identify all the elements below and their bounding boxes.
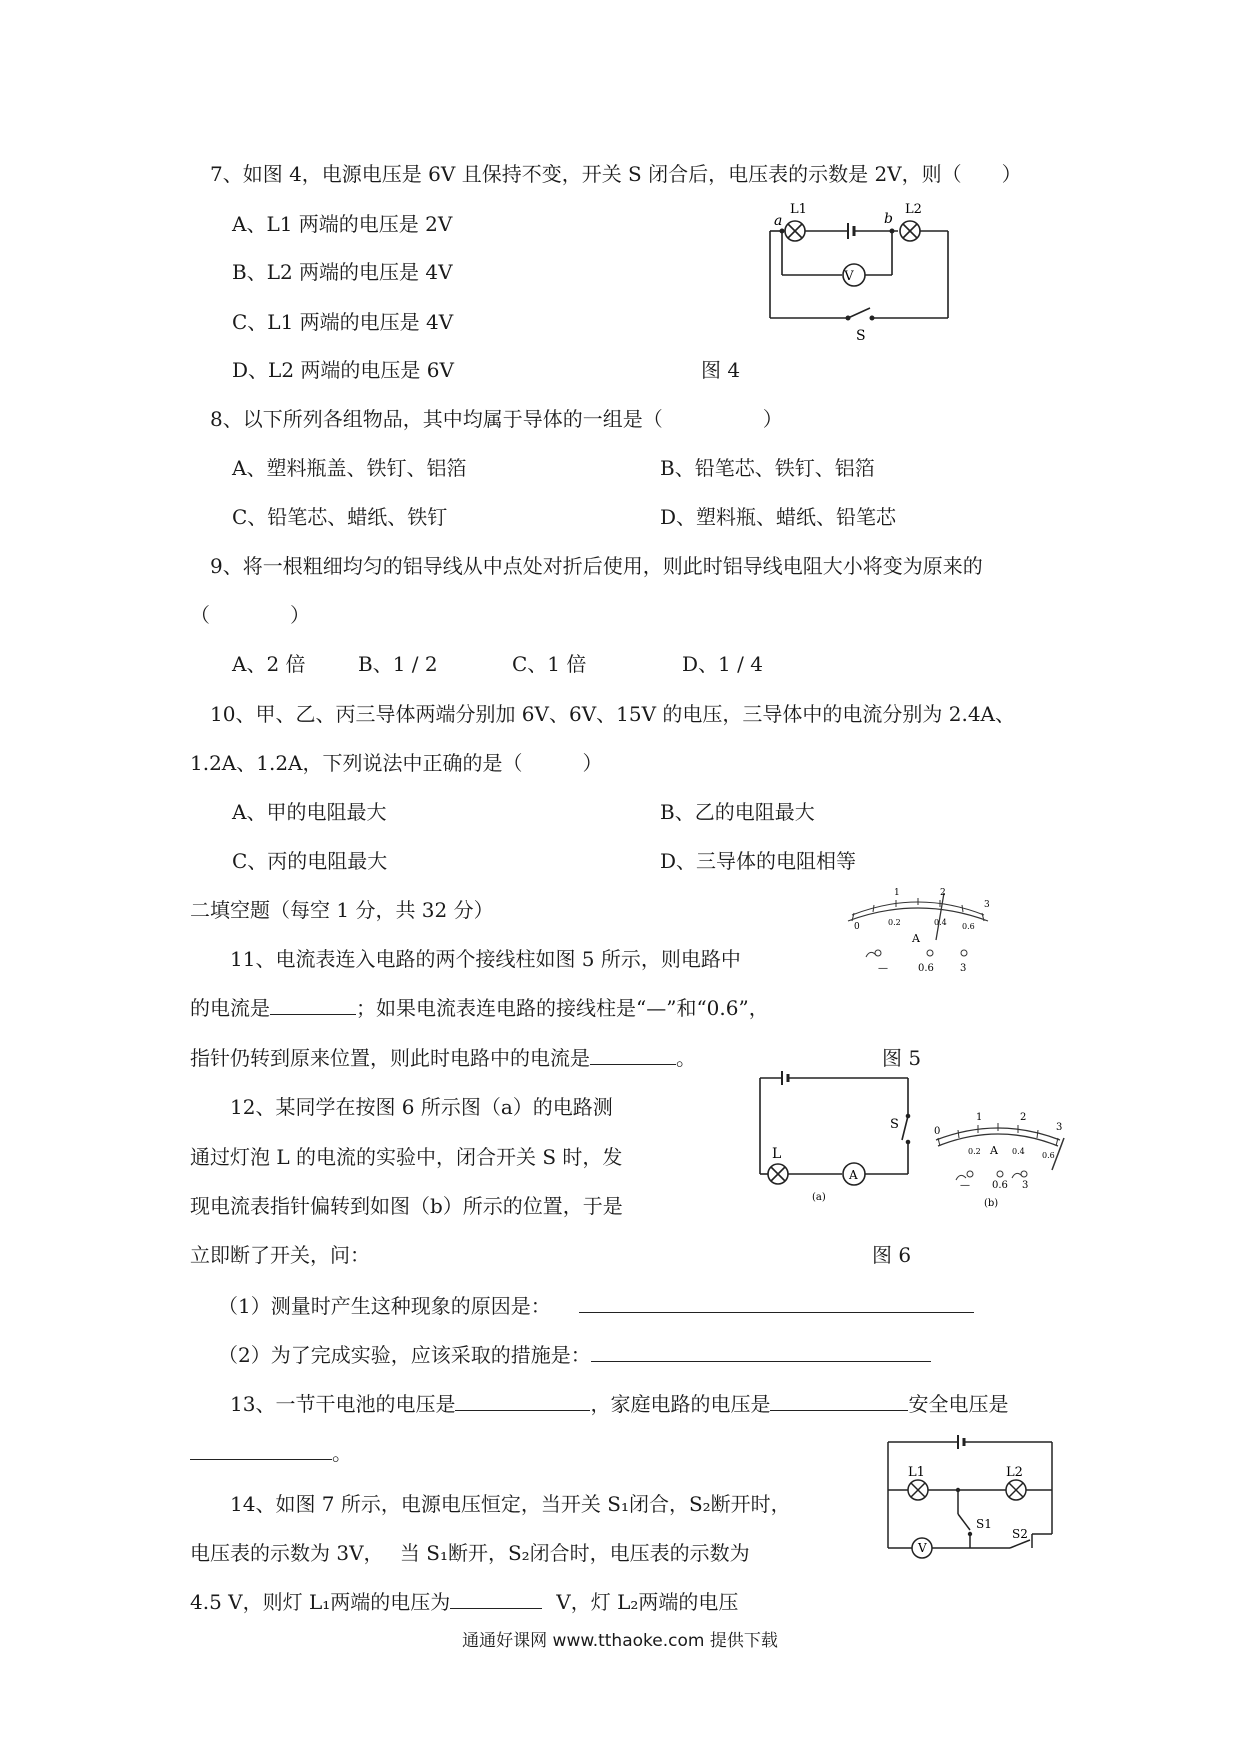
q11-blank-2[interactable]	[590, 1044, 676, 1065]
q11-line3	[190, 1044, 696, 1072]
scale-0-6: 0.6	[962, 922, 975, 931]
terminal-b-3: 3	[1022, 1180, 1029, 1191]
switch-s-label-6: S	[890, 1117, 899, 1132]
node-b-label: b	[884, 211, 893, 227]
voltmeter-label: V	[844, 269, 854, 284]
q13-text-3: 安全电压是	[908, 1392, 1009, 1416]
figure-5-ammeter	[838, 885, 998, 975]
q9-option-d: D、1 / 4	[682, 652, 763, 676]
switch-s1-label: S1	[976, 1517, 992, 1531]
q12-line1: 12、某同学在按图 6 所示图（a）的电路测	[230, 1095, 613, 1119]
switch-s-label: S	[856, 328, 866, 344]
q13-blank-2[interactable]	[770, 1390, 908, 1411]
q13-text-2: ，家庭电路的电压是	[590, 1392, 771, 1416]
figure-5-caption: 图 5	[882, 1046, 922, 1070]
scale-0-2: 0.2	[888, 918, 901, 927]
q12-sub2-text: （2）为了完成实验，应该采取的措施是：	[218, 1343, 591, 1367]
figure-4-circuit	[760, 195, 960, 345]
q14-text-a: 4.5 V，则灯 L₁两端的电压为	[190, 1590, 451, 1614]
terminal-b-0-6: 0.6	[992, 1180, 1008, 1191]
q8-stem: 8、以下所列各组物品，其中均属于导体的一组是（ ）	[210, 407, 783, 431]
scale-3: 3	[984, 900, 990, 910]
node-a-label: a	[774, 213, 783, 229]
scale-b-0: 0	[934, 1126, 941, 1137]
lamp-l2-7-label: L2	[1006, 1465, 1023, 1480]
scale-b-1: 1	[976, 1112, 983, 1123]
q10-stem-line2: 1.2A、1.2A，下列说法中正确的是（ ）	[190, 751, 603, 775]
q10-option-b: B、乙的电阻最大	[660, 800, 815, 824]
page-footer: 通通好课网 www.tthaoke.com 提供下载	[462, 1631, 778, 1651]
q11-blank-1[interactable]	[270, 994, 356, 1015]
q10-option-d: D、三导体的电阻相等	[660, 849, 857, 873]
q11-text-d: 。	[676, 1046, 696, 1070]
section-2-title: 二填空题（每空 1 分，共 32 分）	[190, 898, 494, 922]
terminal-0-6: 0.6	[918, 963, 934, 974]
q12-sub1	[218, 1292, 974, 1320]
lamp-l-label: L	[772, 1146, 782, 1162]
q14-line2: 电压表的示数为 3V， 当 S₁断开，S₂闭合时，电压表的示数为	[190, 1541, 750, 1565]
scale-b-2: 2	[1020, 1112, 1027, 1123]
q13-blank-1[interactable]	[455, 1390, 590, 1411]
terminal-minus: —	[878, 963, 888, 974]
scale-2: 2	[940, 888, 946, 898]
terminal-b-minus: —	[960, 1180, 970, 1191]
q9-option-a: A、2 倍	[232, 652, 306, 676]
q12-sub2	[218, 1341, 931, 1369]
q7-option-d: D、L2 两端的电压是 6V	[232, 358, 454, 382]
q7-option-a: A、L1 两端的电压是 2V	[232, 212, 453, 236]
figure-6a-circuit	[750, 1068, 920, 1208]
q13-line2	[190, 1439, 352, 1467]
scale-b-3: 3	[1056, 1122, 1063, 1133]
q11-line1: 11、电流表连入电路的两个接线柱如图 5 所示，则电路中	[230, 947, 741, 971]
q10-option-c: C、丙的电阻最大	[232, 849, 388, 873]
q14-text-b: V，灯 L₂两端的电压	[556, 1590, 739, 1614]
q14-line3	[190, 1588, 738, 1616]
q12-blank-1[interactable]	[579, 1292, 974, 1313]
ammeter-a-label: A	[849, 1168, 858, 1182]
q13-text-1: 13、一节干电池的电压是	[230, 1392, 456, 1416]
figure-6b-ammeter	[928, 1108, 1068, 1208]
scale-b-0-6: 0.6	[1042, 1151, 1055, 1160]
lamp-l2-label: L2	[905, 202, 922, 217]
scale-0: 0	[854, 922, 860, 932]
figure-6b-label: (b)	[984, 1198, 999, 1208]
q10-option-a: A、甲的电阻最大	[232, 800, 387, 824]
ammeter-unit: A	[912, 932, 920, 945]
figure-6-caption: 图 6	[872, 1243, 912, 1267]
lamp-l1-7-label: L1	[908, 1465, 925, 1480]
q11-text-a: 的电流是	[190, 996, 270, 1020]
q14-line1: 14、如图 7 所示，电源电压恒定，当开关 S₁闭合，S₂断开时，	[230, 1492, 791, 1516]
q9-stem-parenthesis: （ ）	[190, 603, 310, 627]
q8-option-a: A、塑料瓶盖、铁钉、铝箔	[232, 456, 467, 480]
terminal-3: 3	[960, 963, 967, 974]
q9-stem: 9、将一根粗细均匀的铝导线从中点处对折后使用，则此时铝导线电阻大小将变为原来的	[210, 554, 983, 578]
q12-line3: 现电流表指针偏转到如图（b）所示的位置，于是	[190, 1194, 623, 1218]
ammeter-b-unit: A	[990, 1144, 998, 1157]
scale-1: 1	[894, 888, 900, 898]
q7-option-b: B、L2 两端的电压是 4V	[232, 260, 453, 284]
q12-blank-2[interactable]	[591, 1341, 931, 1362]
q8-option-c: C、铅笔芯、蜡纸、铁钉	[232, 505, 448, 529]
q12-line4: 立即断了开关，问：	[190, 1243, 370, 1267]
figure-7-circuit	[880, 1430, 1060, 1565]
switch-s2-label: S2	[1012, 1527, 1028, 1541]
scale-b-0-2: 0.2	[968, 1147, 981, 1156]
q7-option-c: C、L1 两端的电压是 4V	[232, 310, 454, 334]
q9-option-c: C、1 倍	[512, 652, 587, 676]
scale-b-0-4: 0.4	[1012, 1147, 1025, 1156]
q7-stem: 7、如图 4，电源电压是 6V 且保持不变，开关 S 闭合后，电压表的示数是 2V，则（ ）	[210, 162, 1022, 186]
q12-line2: 通过灯泡 L 的电流的实验中，闭合开关 S 时，发	[190, 1145, 623, 1169]
q13-blank-3[interactable]	[190, 1439, 332, 1460]
q14-blank-1[interactable]	[450, 1588, 542, 1609]
lamp-l1-label: L1	[790, 202, 807, 217]
voltmeter-7-label: V	[918, 1541, 927, 1555]
scale-0-4: 0.4	[934, 918, 947, 927]
q11-text-b: ；如果电流表连电路的接线柱是“—”和“0.6”，	[356, 996, 769, 1020]
figure-6a-label: (a)	[812, 1192, 826, 1203]
q8-option-d: D、塑料瓶、蜡纸、铅笔芯	[660, 505, 897, 529]
q10-stem: 10、甲、乙、丙三导体两端分别加 6V、6V、15V 的电压，三导体中的电流分别为 2.4A、	[210, 702, 1015, 726]
q9-option-b: B、1 / 2	[358, 652, 438, 676]
q13-end: 。	[332, 1441, 352, 1465]
q8-option-b: B、铅笔芯、铁钉、铝箔	[660, 456, 875, 480]
figure-4-caption: 图 4	[701, 358, 741, 382]
q12-sub1-text: （1）测量时产生这种现象的原因是：	[218, 1294, 551, 1318]
q11-line2	[190, 994, 769, 1022]
q13-line1	[230, 1390, 1008, 1418]
q11-text-c: 指针仍转到原来位置，则此时电路中的电流是	[190, 1046, 590, 1070]
